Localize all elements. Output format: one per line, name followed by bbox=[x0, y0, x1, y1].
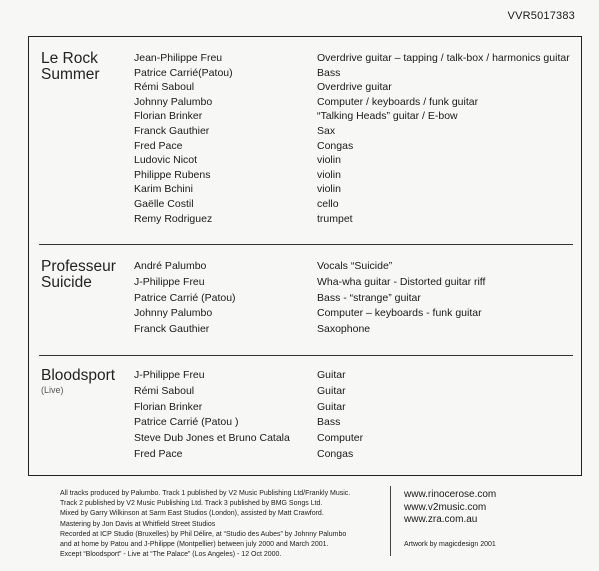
musician-name: Franck Gauthier bbox=[134, 323, 210, 336]
musician-role: Bass bbox=[317, 416, 341, 429]
musician-name: Fred Pace bbox=[134, 447, 183, 460]
musician-role: Overdrive guitar – tapping / talk-box / harmonics guitar bbox=[317, 52, 570, 64]
musician-role: trumpet bbox=[317, 212, 353, 225]
musician-row bbox=[134, 212, 579, 227]
musician-row bbox=[134, 124, 579, 139]
musician-role: Guitar bbox=[317, 384, 346, 397]
musician-role: Congas bbox=[317, 139, 354, 152]
credits-line: Mixed by Garry Wilkinson at Sarm East Studios (London), assisted by Matt Crawford. bbox=[60, 510, 324, 518]
musician-row bbox=[134, 168, 579, 183]
section-title-line: Bloodsport bbox=[41, 367, 116, 384]
musician-row bbox=[134, 197, 579, 212]
website-links bbox=[404, 489, 496, 527]
musician-name: Steve Dub Jones et Bruno Catala bbox=[134, 432, 290, 445]
footer-divider bbox=[390, 486, 391, 556]
musician-row bbox=[134, 384, 579, 400]
musician-name: André Palumbo bbox=[134, 260, 207, 272]
section-subtitle: (Live) bbox=[41, 385, 64, 395]
musician-row bbox=[134, 400, 579, 416]
musician-name: Florian Brinker bbox=[134, 400, 203, 413]
musician-role: Guitar bbox=[317, 369, 346, 381]
musician-name: Franck Gauthier bbox=[134, 124, 210, 137]
musician-role: Saxophone bbox=[317, 323, 371, 336]
musician-name: Jean-Philippe Freu bbox=[134, 52, 223, 64]
musician-role: violin bbox=[317, 183, 341, 196]
credits-line: and at home by Patou and J-Philippe (Montpellier) between july 2000 and March 2001. bbox=[60, 541, 329, 549]
musician-row bbox=[134, 259, 579, 275]
musician-name: Fred Pace bbox=[134, 139, 183, 152]
credits-frame bbox=[28, 36, 582, 476]
musician-role: Sax bbox=[317, 124, 336, 137]
musician-name: J-Philippe Freu bbox=[134, 275, 205, 288]
musician-row bbox=[134, 139, 579, 154]
musician-role: Computer – keyboards - funk guitar bbox=[317, 307, 482, 320]
section-divider bbox=[39, 355, 573, 356]
musician-list bbox=[134, 368, 579, 463]
musician-row bbox=[134, 431, 579, 447]
catalog-number: VVR5017383 bbox=[507, 10, 575, 22]
musician-role: cello bbox=[317, 197, 339, 210]
musician-row bbox=[134, 95, 579, 110]
musician-role: Congas bbox=[317, 447, 354, 460]
musician-row bbox=[134, 66, 579, 81]
musician-row bbox=[134, 291, 579, 307]
musician-role: “Talking Heads” guitar / E-bow bbox=[317, 110, 458, 123]
musician-row bbox=[134, 322, 579, 338]
musician-role: Vocals “Suicide” bbox=[317, 260, 393, 272]
musician-name: Ludovic Nicot bbox=[134, 154, 198, 167]
musician-name: Johnny Palumbo bbox=[134, 95, 213, 108]
section-title-line: Professeur bbox=[41, 258, 116, 275]
website-link[interactable]: www.v2music.com bbox=[404, 501, 487, 513]
musician-list bbox=[134, 259, 579, 338]
musician-name: Rémi Saboul bbox=[134, 384, 195, 397]
musician-role: violin bbox=[317, 154, 341, 167]
section-divider bbox=[39, 244, 573, 245]
musician-row bbox=[134, 415, 579, 431]
musician-name: Gaëlle Costil bbox=[134, 197, 194, 210]
credits-line: Mastering by Jon Davis at Whitfield Street Studios bbox=[60, 520, 216, 528]
musician-row bbox=[134, 447, 579, 463]
credits-line: Recorded at ICP Studio (Bruxelles) by Phil Délire, at “Studio des Aubes” by Johnny Palumbo bbox=[60, 530, 347, 538]
musician-role: Guitar bbox=[317, 400, 346, 413]
credits-line: Track 2 published by V2 Music Publishing Ltd. Track 3 published by BMG Songs Ltd. bbox=[60, 500, 323, 508]
musician-name: Rémi Saboul bbox=[134, 81, 195, 94]
musician-row bbox=[134, 275, 579, 291]
musician-role: Wha-wha guitar - Distorted guitar riff bbox=[317, 275, 486, 288]
section-title bbox=[41, 51, 100, 83]
section-title-line: Suicide bbox=[41, 274, 92, 291]
musician-role: Computer / keyboards / funk guitar bbox=[317, 95, 479, 108]
musician-name: Johnny Palumbo bbox=[134, 307, 213, 320]
musician-row bbox=[134, 80, 579, 95]
section-title-line: Summer bbox=[41, 66, 100, 83]
musician-name: J-Philippe Freu bbox=[134, 369, 205, 381]
credits-line: All tracks produced by Palumbo. Track 1 published by V2 Music Publishing Ltd/Frankly Music. bbox=[60, 490, 351, 497]
musician-row bbox=[134, 182, 579, 197]
section-title bbox=[41, 259, 116, 291]
musician-row bbox=[134, 51, 579, 66]
website-link[interactable]: www.rinocerose.com bbox=[404, 489, 497, 500]
musician-role: Overdrive guitar bbox=[317, 81, 392, 94]
musician-name: Patrice Carrié(Patou) bbox=[134, 66, 233, 79]
website-link[interactable]: www.zra.com.au bbox=[404, 514, 478, 525]
musician-name: Karim Bchini bbox=[134, 183, 193, 196]
artwork-credit: Artwork by magicdesign 2001 bbox=[404, 541, 496, 548]
credits-line: Except “Bloodsport” - Live at “The Palace” (Los Angeles) - 12 Oct 2000. bbox=[60, 551, 282, 559]
musician-name: Patrice Carrié (Patou ) bbox=[134, 416, 239, 429]
musician-name: Remy Rodriguez bbox=[134, 212, 213, 225]
musician-name: Florian Brinker bbox=[134, 110, 203, 123]
musician-role: Bass bbox=[317, 66, 341, 79]
musician-row bbox=[134, 368, 579, 384]
production-credits bbox=[60, 489, 360, 560]
musician-role: violin bbox=[317, 168, 341, 181]
section-title-line: Le Rock bbox=[41, 50, 98, 67]
section-title bbox=[41, 368, 115, 396]
musician-row bbox=[134, 306, 579, 322]
musician-row bbox=[134, 109, 579, 124]
musician-name: Philippe Rubens bbox=[134, 168, 211, 181]
musician-row bbox=[134, 153, 579, 168]
musician-list bbox=[134, 51, 579, 226]
musician-name: Patrice Carrié (Patou) bbox=[134, 291, 236, 304]
musician-role: Bass - “strange” guitar bbox=[317, 291, 421, 304]
musician-role: Computer bbox=[317, 432, 364, 445]
